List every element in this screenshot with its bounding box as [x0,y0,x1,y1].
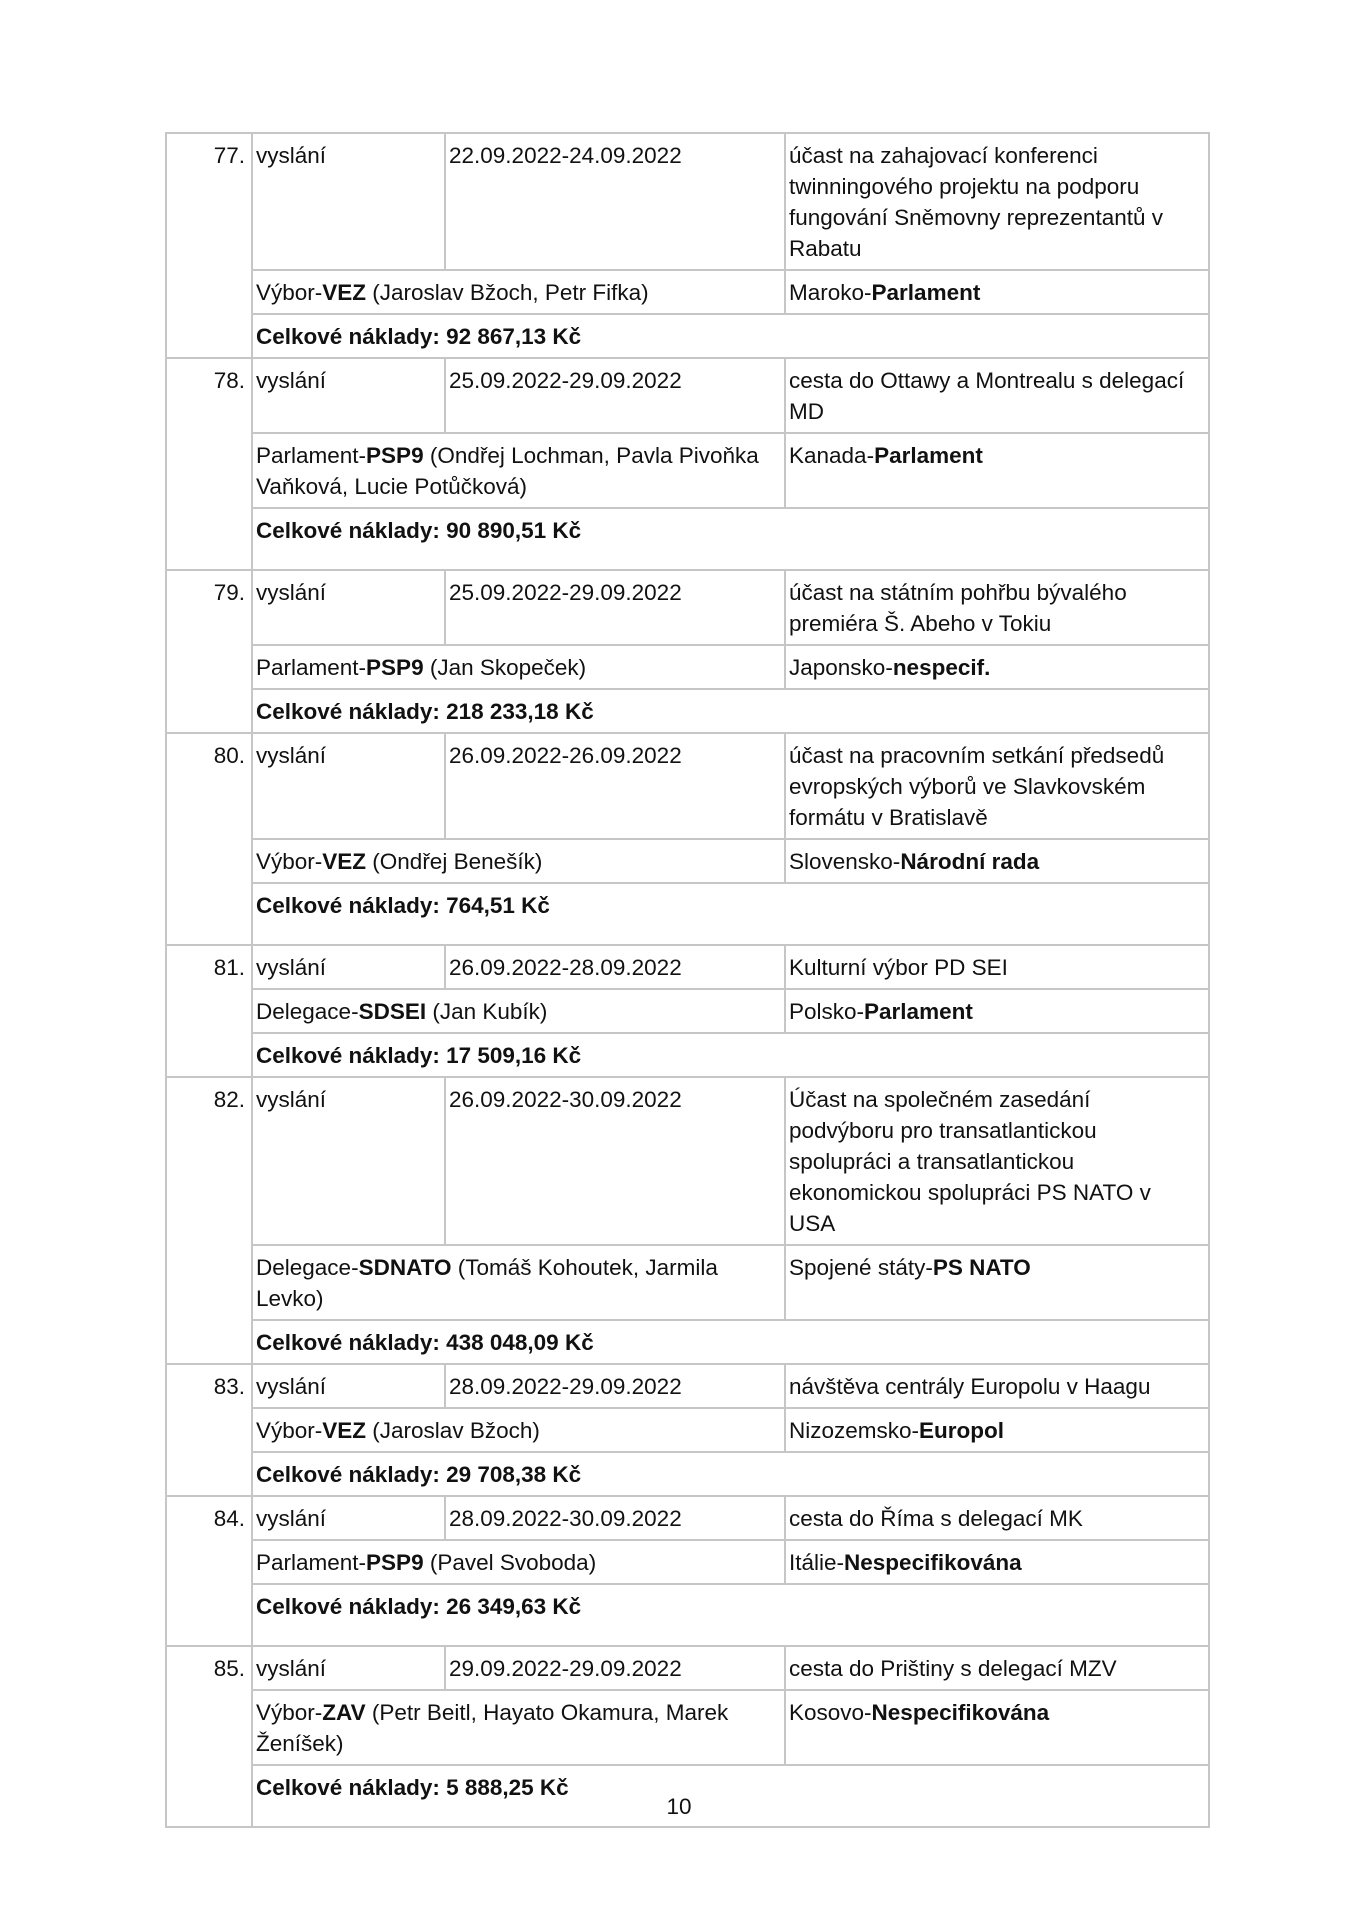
trips-table-body [166,133,1209,1827]
total-cost: Celkové náklady: 764,51 Kč [256,893,550,918]
entry-cost [252,1452,1209,1496]
participants: (Jan Skopeček) [423,655,587,680]
org-code: PSP9 [366,443,424,468]
org-prefix: Parlament- [256,443,367,468]
entry-number: 77. [166,133,252,358]
total-cost: Celkové náklady: 5 888,25 Kč [256,1775,569,1800]
dest-country: Polsko- [789,999,865,1024]
entry-cost-row [166,883,1209,945]
entry-date: 26.09.2022-30.09.2022 [445,1077,785,1245]
entry-date: 26.09.2022-26.09.2022 [445,733,785,839]
entry-cost [252,314,1209,358]
entry-main-row [166,1077,1209,1245]
dest-body: Europol [919,1418,1005,1443]
dest-country: Slovensko- [789,849,901,874]
entry-purpose: návštěva centrály Europolu v Haagu [785,1364,1209,1408]
entry-destination [785,1690,1209,1765]
entry-main-row [166,358,1209,433]
entry-cost-row [166,1452,1209,1496]
entry-purpose: účast na zahajovací konferenci twinningového projektu na podporu fungování Sněmovny reprezentantů v Rabatu [785,133,1209,270]
total-cost: Celkové náklady: 92 867,13 Kč [256,324,582,349]
entry-org-row [166,1540,1209,1584]
entry-main-row [166,1364,1209,1408]
entry-org-row [166,1690,1209,1765]
org-prefix: Výbor- [256,849,323,874]
entry-destination [785,645,1209,689]
total-cost: Celkové náklady: 26 349,63 Kč [256,1594,582,1619]
dest-body: Nespecifikována [871,1700,1050,1725]
entry-date: 25.09.2022-29.09.2022 [445,570,785,645]
org-code: VEZ [322,280,367,305]
participants: (Petr Beitl, Hayato Okamura, Marek Ženíšek) [256,1700,729,1756]
entry-org-row [166,1245,1209,1320]
participants: (Jaroslav Bžoch) [366,1418,540,1443]
entry-org-row [166,645,1209,689]
entry-org-row [166,270,1209,314]
entry-purpose: účast na pracovním setkání předsedů evropských výborů ve Slavkovském formátu v Bratislavě [785,733,1209,839]
entry-destination [785,1408,1209,1452]
entry-main-row [166,570,1209,645]
entry-type: vyslání [252,733,445,839]
entry-date: 25.09.2022-29.09.2022 [445,358,785,433]
org-prefix: Delegace- [256,999,359,1024]
org-code: SDSEI [358,999,427,1024]
entry-type: vyslání [252,945,445,989]
dest-country: Maroko- [789,280,872,305]
entry-number: 79. [166,570,252,733]
entry-number: 83. [166,1364,252,1496]
total-cost: Celkové náklady: 438 048,09 Kč [256,1330,594,1355]
entry-destination [785,989,1209,1033]
total-cost: Celkové náklady: 29 708,38 Kč [256,1462,582,1487]
entry-organization [252,1690,785,1765]
entry-org-row [166,433,1209,508]
entry-organization [252,1245,785,1320]
entry-organization [252,645,785,689]
dest-body: Národní rada [900,849,1040,874]
dest-country: Nizozemsko- [789,1418,920,1443]
dest-country: Japonsko- [789,655,893,680]
entry-type: vyslání [252,570,445,645]
entry-number: 84. [166,1496,252,1646]
entry-number: 80. [166,733,252,945]
entry-main-row [166,945,1209,989]
dest-country: Spojené státy- [789,1255,933,1280]
participants: (Ondřej Lochman, Pavla Pivoňka Vaňková, Lucie Potůčková) [256,443,759,499]
org-prefix: Výbor- [256,1418,323,1443]
total-cost: Celkové náklady: 218 233,18 Kč [256,699,594,724]
entry-date: 28.09.2022-30.09.2022 [445,1496,785,1540]
entry-organization [252,1408,785,1452]
entry-main-row [166,133,1209,270]
entry-destination [785,433,1209,508]
entry-cost [252,1033,1209,1077]
entry-destination [785,1245,1209,1320]
entry-main-row [166,1646,1209,1690]
entry-type: vyslání [252,1077,445,1245]
entry-cost-row [166,1320,1209,1364]
entry-purpose: účast na státním pohřbu bývalého premiéra Š. Abeho v Tokiu [785,570,1209,645]
entry-destination [785,270,1209,314]
entry-org-row [166,989,1209,1033]
entry-destination [785,1540,1209,1584]
entry-number: 82. [166,1077,252,1364]
entry-number: 81. [166,945,252,1077]
dest-body: PS NATO [932,1255,1031,1280]
entry-cost [252,1320,1209,1364]
participants: (Ondřej Benešík) [366,849,543,874]
dest-body: Parlament [871,280,981,305]
org-prefix: Parlament- [256,655,367,680]
org-prefix: Delegace- [256,1255,359,1280]
entry-purpose: Kulturní výbor PD SEI [785,945,1209,989]
dest-body: Nespecifikována [844,1550,1022,1575]
entry-type: vyslání [252,358,445,433]
org-prefix: Parlament- [256,1550,367,1575]
dest-body: Parlament [874,443,983,468]
org-code: PSP9 [366,655,424,680]
entry-cost-row [166,1033,1209,1077]
entry-org-row [166,1408,1209,1452]
dest-body: nespecif. [892,655,991,680]
participants: (Jaroslav Bžoch, Petr Fifka) [366,280,649,305]
org-prefix: Výbor- [256,280,323,305]
entry-org-row [166,839,1209,883]
entry-type: vyslání [252,1364,445,1408]
org-code: VEZ [322,849,367,874]
entry-organization [252,433,785,508]
entry-number: 85. [166,1646,252,1827]
org-prefix: Výbor- [256,1700,323,1725]
entry-cost [252,1584,1209,1646]
entry-main-row [166,1496,1209,1540]
entry-organization [252,839,785,883]
participants: (Jan Kubík) [426,999,548,1024]
entry-purpose: cesta do Ottawy a Montrealu s delegací MD [785,358,1209,433]
dest-country: Kanada- [789,443,875,468]
entry-cost-row [166,508,1209,570]
entry-main-row [166,733,1209,839]
entry-organization [252,270,785,314]
entry-date: 26.09.2022-28.09.2022 [445,945,785,989]
entry-destination [785,839,1209,883]
entry-cost [252,508,1209,570]
entry-cost-row [166,1584,1209,1646]
page-number: 10 [666,1794,692,1819]
entry-date: 28.09.2022-29.09.2022 [445,1364,785,1408]
entry-purpose: cesta do Prištiny s delegací MZV [785,1646,1209,1690]
org-code: SDNATO [358,1255,452,1280]
dest-body: Parlament [864,999,973,1024]
entry-number: 78. [166,358,252,570]
org-code: ZAV [322,1700,366,1725]
total-cost: Celkové náklady: 90 890,51 Kč [256,518,582,543]
total-cost: Celkové náklady: 17 509,16 Kč [256,1043,582,1068]
dest-country: Kosovo- [789,1700,872,1725]
entry-purpose: cesta do Říma s delegací MK [785,1496,1209,1540]
dest-country: Itálie- [789,1550,845,1575]
entry-cost [252,883,1209,945]
participants: (Tomáš Kohoutek, Jarmila Levko) [256,1255,718,1311]
org-code: PSP9 [366,1550,424,1575]
entry-cost [252,689,1209,733]
entry-cost-row [166,689,1209,733]
participants: (Pavel Svoboda) [423,1550,597,1575]
entry-date: 29.09.2022-29.09.2022 [445,1646,785,1690]
trips-table [165,132,1210,1828]
entry-type: vyslání [252,1496,445,1540]
org-code: VEZ [322,1418,367,1443]
entry-date: 22.09.2022-24.09.2022 [445,133,785,270]
entry-type: vyslání [252,1646,445,1690]
entry-type: vyslání [252,133,445,270]
entry-organization [252,1540,785,1584]
entry-cost-row [166,314,1209,358]
entry-organization [252,989,785,1033]
entry-purpose: Účast na společném zasedání podvýboru pro transatlantickou spolupráci a transatlantickou ekonomickou spolupráci PS NATO v USA [785,1077,1209,1245]
